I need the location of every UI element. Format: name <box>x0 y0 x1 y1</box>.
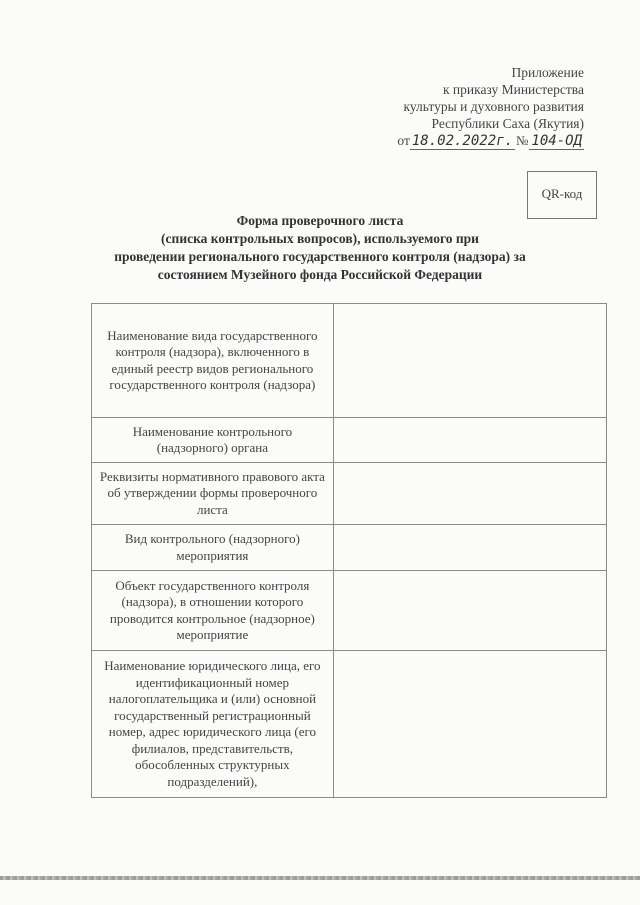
row-label: Вид контрольного (надзорного) мероприятия <box>92 525 334 571</box>
table-row <box>92 571 607 651</box>
qr-code-label: QR-код <box>541 186 583 201</box>
row-label: Реквизиты нормативного правового акта об утверждении формы проверочного листа <box>92 463 334 525</box>
order-number: 104-ОД <box>531 133 582 149</box>
row-label: Наименование вида государственного контроля (надзора), включенного в единый реестр видов регионального государственного контроля (надзора) <box>92 304 334 418</box>
checklist-table <box>91 303 607 798</box>
order-date: 18.02.2022г. <box>411 133 514 149</box>
table-row <box>92 304 607 418</box>
row-value[interactable] <box>333 463 606 525</box>
order-reference <box>397 132 584 150</box>
table-row <box>92 463 607 525</box>
title-line: (списка контрольных вопросов), используемого при <box>161 231 479 246</box>
title-line: проведении регионального государственного контроля (надзора) за <box>114 249 526 264</box>
appendix-line: Республики Саха (Якутия) <box>431 116 584 131</box>
title-line: состоянием Музейного фонда Российской Федерации <box>157 267 483 282</box>
order-prefix: от <box>397 133 410 148</box>
row-value[interactable] <box>333 525 606 571</box>
table-row <box>92 651 607 798</box>
row-label: Наименование юридического лица, его идентификационный номер налогоплательщика и (или) основной государственный регистрационный номер, адрес юридического лица (его филиалов, представительств, обособленных структурных подразделений), <box>92 651 334 798</box>
row-label: Объект государственного контроля (надзора), в отношении которого проводится контрольное (надзорное) мероприятие <box>92 571 334 651</box>
table-row <box>92 418 607 463</box>
appendix-header <box>397 64 584 150</box>
appendix-line: к приказу Министерства <box>442 82 584 97</box>
row-value[interactable] <box>333 304 606 418</box>
row-value[interactable] <box>333 571 606 651</box>
row-label: Наименование контрольного (надзорного) органа <box>92 418 334 463</box>
table-row <box>92 525 607 571</box>
title-line: Форма проверочного листа <box>236 213 404 228</box>
row-value[interactable] <box>333 651 606 798</box>
appendix-line: Приложение <box>511 65 584 80</box>
scan-edge-artifact <box>0 876 640 880</box>
appendix-line: культуры и духовного развития <box>403 99 584 114</box>
row-value[interactable] <box>333 418 606 463</box>
form-title <box>60 212 580 284</box>
order-number-sign: № <box>516 133 529 148</box>
